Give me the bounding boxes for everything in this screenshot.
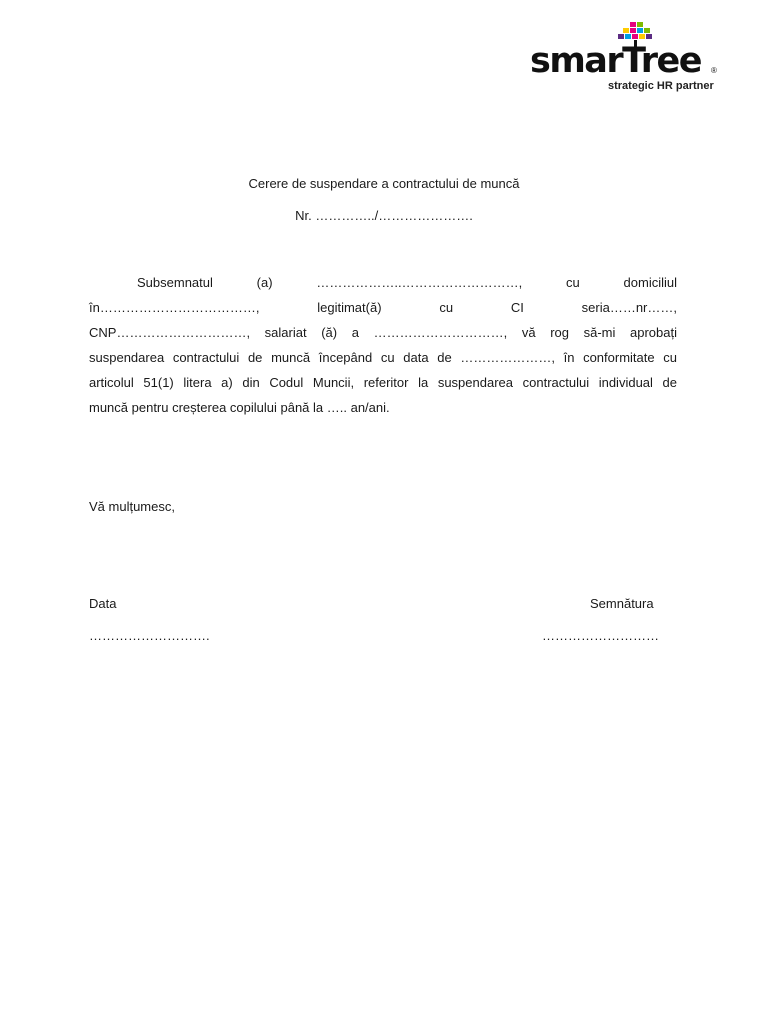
signature-label: Semnătura — [590, 596, 654, 611]
company-logo — [530, 22, 722, 94]
paragraph-line — [89, 270, 677, 295]
registration-number-line: Nr. …………../…………………. — [295, 208, 473, 223]
logo-tagline: strategic HR partner — [608, 80, 714, 92]
request-paragraph — [89, 270, 677, 420]
closing-text: Vă mulțumesc, — [89, 499, 175, 514]
paragraph-line: muncă pentru creșterea copilului până la ….. an/ani. — [89, 400, 390, 415]
paragraph-line: CNP…………………………, salariat (ă) a …………………………, vă rog să-mi aprobați — [89, 325, 677, 340]
paragraph-line: suspendarea contractului de muncă începând cu data de …………………, în conformitate cu — [89, 350, 677, 365]
date-field: ………………………. — [89, 628, 210, 643]
date-label: Data — [89, 596, 117, 611]
signature-field: ……………………… — [542, 628, 659, 643]
paragraph-line-text: Subsemnatul (a) ………………..………………………, cu domiciliul — [137, 275, 677, 290]
registered-mark: ® — [711, 66, 717, 75]
logo-wordmark: smarTree — [530, 41, 701, 81]
paragraph-line: articolul 51(1) litera a) din Codul Muncii, referitor la suspendarea contractului individual de — [89, 375, 677, 390]
paragraph-line: în………………………………, legitimat(ă) cu CI seria……nr……, — [89, 300, 677, 315]
document-title: Cerere de suspendare a contractului de muncă — [248, 176, 520, 191]
